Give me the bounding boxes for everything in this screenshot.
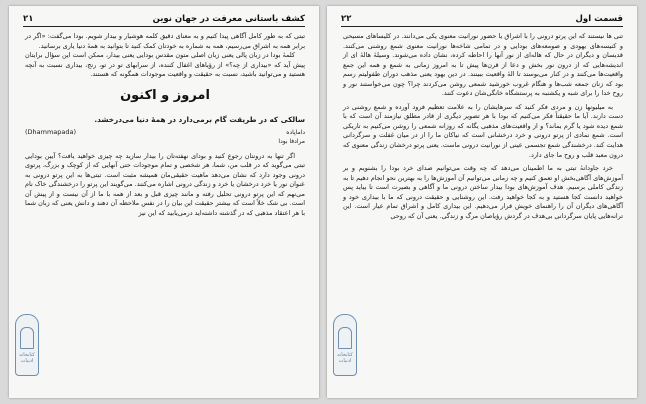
source-english: (Dhammapada) bbox=[25, 127, 77, 136]
left-book-page bbox=[9, 6, 319, 398]
paragraph: تبتی که به طور کامل آگاهی پیدا کنیم و به معنای دقیق کلمه هوشیار و بیدار شویم. بودا می‌گفت: «اگر در برابر همه به اشراق می‌رسیم، همه به شماره به خودتان کمک کنید تا بتوانید به همهٔ دنیا یاری برسانید. bbox=[25, 32, 305, 50]
paragraph: تنی ها نیستند که این پرتو درونی را با اشراق یا حضور نورانیت معنوی یکی می‌دانند. در کلیساهای مسیحی و کنیسه‌های یهودی و صومعه‌های بودایی و در تمامی شاخه‌ها نورانیت معنوی شمع روشنی می‌کنند. قدیسان و دیگران در حال که هاله‌ای از نور آنها را احاطه کرده، نشان داده می‌شوند. وسیلهٔ هالهٔ ای از اندیشه‌هایی که از درون نور بخش و دعا از قرن‌ها پیش تا به امروز زمانی به شمع و همه این جمع واقعیت‌ها می‌کنند و در کنار می‌بوسند تا الهٔ واقعیت ببینند. در دین یهود یعنی مذهب دوران طفولیتم رسم بود که زنان جمعه شب‌ها و هنگام غروب خورشید شمعی روشن می‌کردند چرا؟ چون می‌خواستند نور و روح خدا را برای شبه و یکشنبه به پرستشگاه خانگی‌شان دعوت کنند. bbox=[343, 32, 623, 98]
arch-icon bbox=[338, 327, 352, 349]
section-title: امروز و اکنون bbox=[120, 87, 210, 103]
epigraph-source bbox=[25, 128, 305, 137]
paragraph: کلمهٔ بودا در زبان پالی یعنی زبان اصلی متون مقدس بودایی یعنی بیدار، ممکن است این سؤال برایتان پیش آید که «بیداری از چه؟» از رؤیاهای اغفال کننده، از سرابهای تو در تو، رنج، بیداری نسبت به آنچه هستید و می‌توانید باشید، نسبت به حقیقت و واقعیت موجودات همگونه که هستند. bbox=[25, 51, 305, 79]
library-stamp: کتابخانه ادبیات bbox=[15, 314, 39, 376]
right-book-page bbox=[327, 6, 637, 398]
paragraph: اگر تنها به درونتان رجوع کنید و بودای نهفته‌تان را بیدار سازید چه چیزی خواهید یافت؟ آیین بودایی تبتی می‌گوید که در قلب من، شما، هر شخصی و تمام موجودات حتی آنهایی که از کوچک و بزرگ، پرتوی درونی وجود دارد که نشان می‌دهد ماهیت حقیقی‌مان همیشه مثبت است. تبتی‌ها به این پرتو درونی به عنوان نور یا خرد درخشان یا خرد و زندگی درونی اشاره می‌کنند. می‌گویند این پرتو را درخشندگی خاک نام می‌نهم که این پرتو درونی تحلیل رفته و مانند چیزی قبل و بعد از همه با ما از آن نیست و از پیش آن است. بی شک خلاً است که بیشتر حقیقت این بیان را در نفس ملاحظه آن دهند و دانش یعنی که زبان شما با هر اعتقاد مذهبی که در گذشته داشته‌اید درمی‌یابید که این نیز bbox=[25, 151, 305, 218]
page-number: ۲۲ bbox=[341, 14, 352, 24]
page-number: ۲۱ bbox=[23, 14, 34, 24]
source-persian: داماپاده bbox=[286, 128, 305, 136]
running-title: کشف باستانی معرفت در جهان نوین bbox=[152, 14, 305, 24]
paragraph: خرد جاودانهٔ تبتی به ما اطمینان می‌دهد که چه وقت می‌توانیم صدای خرد بودا را بشنویم و بر آموزش‌های آگاهی‌بخش او تعمق کنیم و چه زمانی می‌توانیم آن آموزش‌ها را به بهترین نحو انجام دهیم تا به زندگی کاملی برسیم. هدف آموزش‌های بودا بیدار ساختن درونی ما و آگاهی و بصیرت است تا بیاید پس خواهید دانست کجا هستید و به کجا خواهید رفت. این روشنایی و حقیقت درونی که ما با بیداری خود و آگاهی‌های دیگران آن را راهنمای خویش قرار می‌دهیم. این بیداری کامل و اشراق تمام عیار است. این ترانه‌هایی پایان سرگردانی بی‌هدف در گردش رؤیاصان مرگ و زندگی. یعنی آن که روحی bbox=[343, 164, 623, 220]
library-stamp: کتابخانه ادبیات bbox=[333, 314, 357, 376]
page-header bbox=[341, 12, 623, 27]
epigraph-quote: سالکی که در طریقت گام برمی‌دارد در همهٔ دنیا می‌درخشد. bbox=[94, 114, 305, 124]
arch-icon bbox=[20, 327, 34, 349]
page-header bbox=[23, 12, 305, 27]
page-body bbox=[343, 32, 623, 390]
source-translation: مرادفا بودا bbox=[278, 137, 305, 145]
page-body bbox=[25, 32, 305, 390]
running-title: قسمت اول bbox=[575, 14, 623, 24]
paragraph: به میلیونها زن و مردی فکر کنید که سرهایشان را به علامت تعظیم فرود آورده و شمع روشنی در دست دارند. آیا ما حقیقتاً فکر می‌کنیم که بودا با هر تصویر دیگری از قادر مطلق نیازمند آن است که با شمع دیده شود یا گرم بماند؟ و از واقعیت‌های مذهبی یگانه که روزانه شمعی را روشن می‌کنیم به تاریکی است. شمع نمادی از پرتو درونی و خرد درخشانی است که نیاکان ما را از در میان غفلت و سرگردانی هدایت کند. درخشندگی شمع تجسمی عینی از نورانیت درونی ماست. یعنی پرتو درخشان زندگی معنوی که درون معبد قلب و روح ما جای دارد. bbox=[343, 102, 623, 159]
